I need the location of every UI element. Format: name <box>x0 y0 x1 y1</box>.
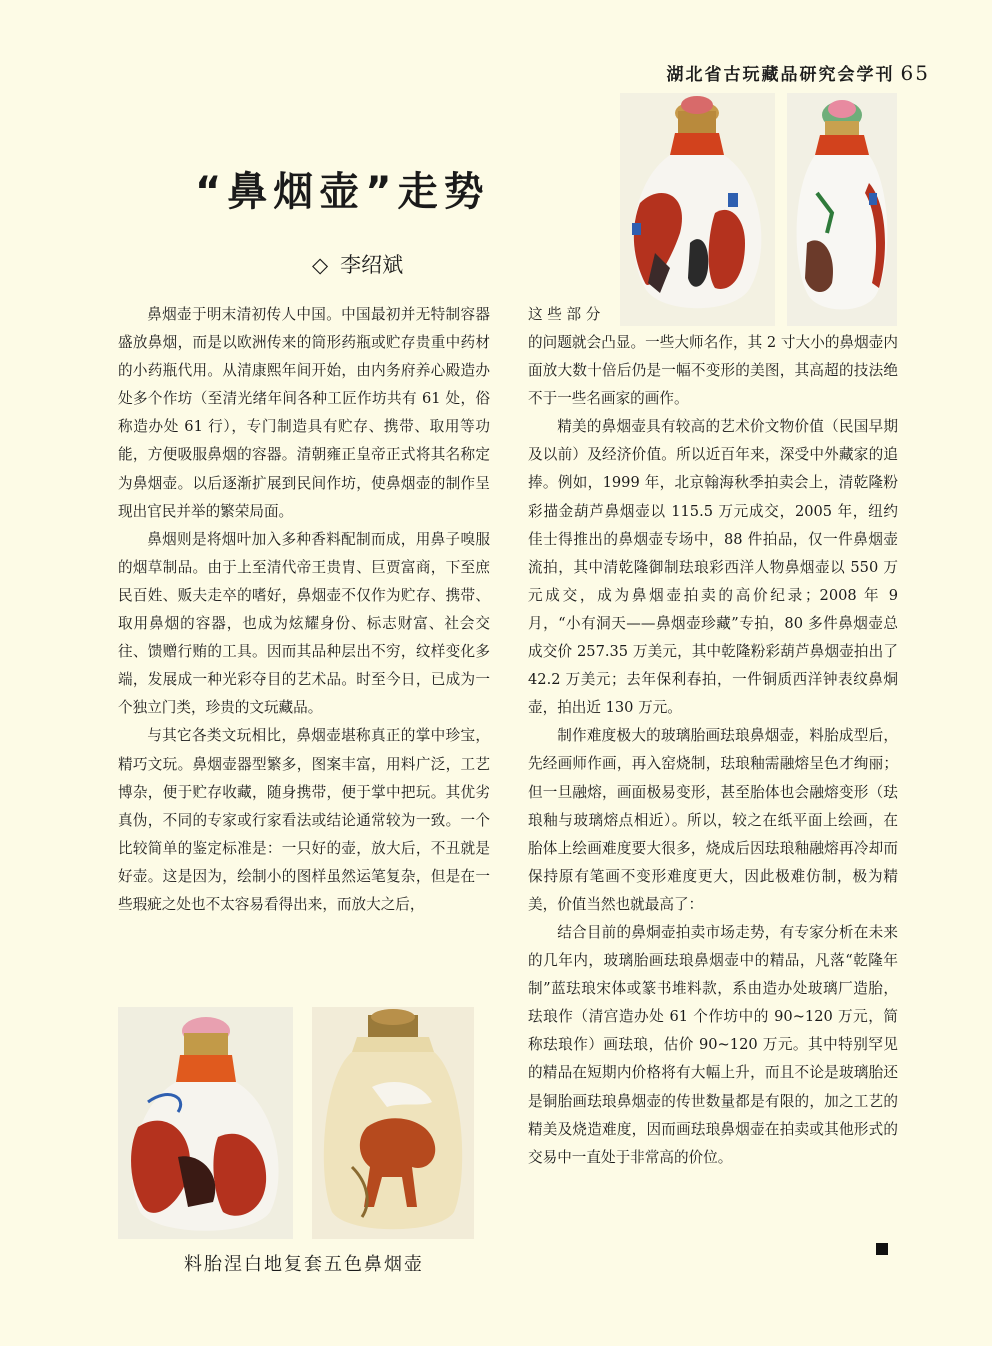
article-title: “鼻烟壶”走势 <box>195 169 490 215</box>
snuff-bottle-photo-2 <box>787 93 897 326</box>
paragraph: 的问题就会凸显。一些大师名作，其 2 寸大小的鼻烟壶内面放大数十倍后仍是一幅不变形的美图，其高超的技法绝不于一些名画家的画作。 <box>528 334 898 408</box>
paragraph: 鼻烟壶于明末清初传人中国。中国最初并无特制容器盛放鼻烟，而是以欧洲传来的筒形药瓶或贮存贵重中药材的小药瓶代用。从清康熙年间开始，由内务府养心殿造办处多个作坊（至清光绪年间各种工匠作坊共有 61 处，俗称造办处 61 行），专门制造具有贮存、携带、取用等功能，方便吸服鼻烟的容器。清朝雍正皇帝正式将其名称定为鼻烟壶。以后逐渐扩展到民间作坊，使鼻烟壶的制作呈现出官民并举的繁荣局面。 <box>118 306 490 520</box>
paragraph: 结合目前的鼻烔壶拍卖市场走势，有专家分析在未来的几年内，玻璃胎画珐琅鼻烟壶中的精品，凡落“乾隆年制”蓝珐琅宋体或篆书堆料款，系由造办处玻璃厂造胎，珐琅作（清宫造办处 61 个作坊中的 90~120 万元，简称珐琅作）画珐琅，估价 90~120 万元。其中特别罕见的精品在短期内价格将有大幅上升，而且不论是玻璃胎还是铜胎画珐琅鼻烟壶的传世数量都是有限的，加之工艺的精美及烧造难度，因而画珐琅鼻烟壶在拍卖或其他形式的交易中一直处于非常高的价位。 <box>528 923 898 1166</box>
left-text-column <box>118 301 490 919</box>
journal-header <box>667 60 930 85</box>
right-text-column <box>528 329 898 1172</box>
image-caption: 料胎涅白地复套五色鼻烟壶 <box>184 1254 424 1275</box>
page-number: 65 <box>900 61 930 85</box>
journal-name: 湖北省古玩藏品研究会学刊 <box>666 65 895 85</box>
paragraph: 与其它各类文玩相比，鼻烟壶堪称真正的掌中珍宝，精巧文玩。鼻烟壶器型繁多，图案丰富，用料广泛，工艺博杂，便于贮存收藏，随身携带，便于掌中把玩。其优劣真伪，不同的专家或行家看法或结论通常较为一致。一个比较简单的鉴定标准是：一只好的壶，放大后，不丑就是好壶。这是因为，绘制小的图样虽然运笔复杂，但是在一些瑕疵之处也不太容易看得出来，而放大之后， <box>118 727 490 913</box>
author-line <box>312 249 403 279</box>
paragraph: 制作难度极大的玻璃胎画珐琅鼻烟壶，料胎成型后，先经画师作画，再入窑烧制，珐琅釉需融熔呈色才绚丽；但一旦融熔，画面极易变形，甚至胎体也会融熔变形（珐琅釉与玻璃熔点相近）。所以，较之在纸平面上绘画，在胎体上绘画难度要大很多，烧成后因珐琅釉融熔再冷却而保持原有笔画不变形难度更大，因此极难仿制，极为精美，价值当然也就最高了： <box>528 727 898 913</box>
snuff-bottle-photo-1 <box>620 93 775 326</box>
author-name: 李绍斌 <box>340 253 404 277</box>
snuff-bottle-photo-3 <box>118 1007 293 1239</box>
paragraph: 鼻烟则是将烟叶加入多种香料配制而成，用鼻子嗅服的烟草制品。由于上至清代帝王贵胄、巨贾富商，下至庶民百姓、贩夫走卒的嗜好，鼻烟壶不仅作为贮存、携带、取用鼻烟的容器，也成为炫耀身份、标志财富、社会交往、馈赠行贿的工具。因而其品种层出不穷，纹样变化多端，发展成一种光彩夺目的艺术品。时至今日，已成为一个独立门类，珍贵的文玩藏品。 <box>118 530 490 717</box>
diamond-icon: ◇ <box>312 253 329 277</box>
paragraph: 精美的鼻烟壶具有较高的艺术价文物价值（民国早期及以前）及经济价值。所以近百年来，深受中外藏家的追捧。例如，1999 年，北京翰海秋季拍卖会上，清乾隆粉彩描金葫芦鼻烟壶以 115.5 万元成交，2005 年，纽约佳士得推出的鼻烟壶专场中，88 件拍品，仅一件鼻烟壶流拍，其中清乾隆御制珐琅彩西洋人物鼻烟壶以 550 万元成交，成为鼻烟壶拍卖的高价纪录；2008 年 9 月，“小有洞天——鼻烟壶珍藏”专拍，80 多件鼻烟壶总成交价 257.35 万美元，其中乾隆粉彩葫芦鼻烟壶拍出了 42.2 万美元；去年保利春拍，一件铜质西洋钟表纹鼻烔壶，拍出近 130 万元。 <box>528 418 898 717</box>
paragraph-continuation: 这 些 部 分 <box>528 306 601 323</box>
right-column-start <box>528 301 613 329</box>
end-mark-icon <box>876 1243 888 1255</box>
snuff-bottle-photo-4 <box>312 1007 474 1239</box>
